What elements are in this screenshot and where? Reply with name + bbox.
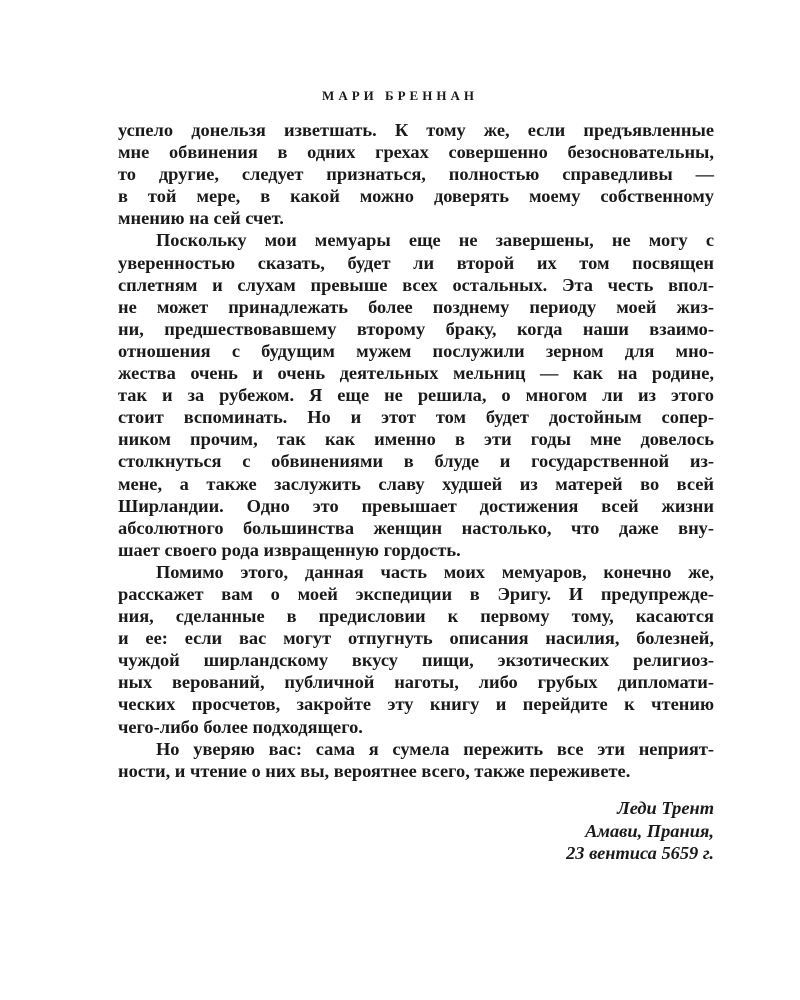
body-text [118, 119, 714, 782]
text-line: так и за рубежом. Я еще не решила, о многом ли из этого [118, 385, 714, 406]
signature-name: Леди Трент [617, 798, 714, 818]
text-line: мене, а также заслужить славу худшей из матерей во всей [118, 473, 714, 494]
text-line: чуждой ширландскому вкусу пищи, экзотических религиоз- [118, 650, 714, 671]
text-line: отношения с будущим мужем послужили зерном для мно- [118, 340, 714, 361]
paragraph [118, 229, 714, 560]
signature-date: 23 вентиса 5659 г. [566, 843, 714, 863]
text-line: абсолютного большинства женщин настолько, что даже вну- [118, 517, 714, 538]
text-line: успело донельзя изветшать. К тому же, если предъявленные [118, 120, 714, 140]
text-line: и ее: если вас могут отпугнуть описания насилия, болезней, [118, 628, 714, 649]
paragraph [118, 119, 714, 229]
text-line: то другие, следует признаться, полностью справедливы — [118, 164, 714, 185]
text-line: ности, и чтение о них вы, вероятнее всего, также переживете. [118, 760, 631, 781]
text-line: жества очень и очень деятельных мельниц — как на родине, [118, 363, 714, 384]
text-line: шает своего рода извращенную гордость. [118, 539, 461, 560]
text-line: расскажет вам о моей экспедиции в Эригу. И предупрежде- [118, 583, 714, 604]
text-line: чего-либо более подходящего. [118, 716, 363, 737]
text-line: мне обвинения в одних грехах совершенно безосновательны, [118, 142, 714, 163]
text-line: стоит вспоминать. Но и этот том будет достойным сопер- [118, 407, 714, 428]
text-line: ни, предшествовавшему второму браку, когда наши взаимо- [118, 318, 714, 339]
text-line: Ширландии. Одно это превышает достижения всей жизни [118, 495, 714, 516]
signature-place: Амави, Прания, [585, 820, 714, 841]
text-line: Но уверяю вас: сама я сумела пережить все эти неприят- [156, 738, 714, 759]
signature-block [566, 797, 714, 865]
text-line: в той мере, в какой можно доверять моему собственному [118, 186, 714, 207]
running-head: МАРИ БРЕННАН [322, 88, 478, 103]
text-line: Поскольку мои мемуары еще не завершены, не могу с [156, 230, 714, 251]
text-line: столкнуться с обвинениями в блуде и государственной из- [118, 451, 714, 472]
text-line: сплетням и слухам превыше всех остальных. Эта честь впол- [118, 274, 714, 295]
paragraph [118, 561, 714, 738]
text-line: ния, сделанные в предисловии к первому тому, касаются [118, 606, 714, 627]
text-line: мнению на сей счет. [118, 208, 284, 229]
text-line: не может принадлежать более позднему периоду моей жиз- [118, 296, 714, 317]
text-line: Помимо этого, данная часть моих мемуаров, конечно же, [156, 561, 714, 582]
paragraph [118, 738, 714, 782]
text-line: уверенностью сказать, будет ли второй их том посвящен [118, 252, 714, 273]
text-line: ных верований, публичной наготы, либо грубых дипломати- [118, 672, 714, 693]
text-line: ником прочим, так как именно в эти годы мне довелось [118, 429, 714, 450]
text-line: ческих просчетов, закройте эту книгу и перейдите к чтению [118, 694, 714, 715]
